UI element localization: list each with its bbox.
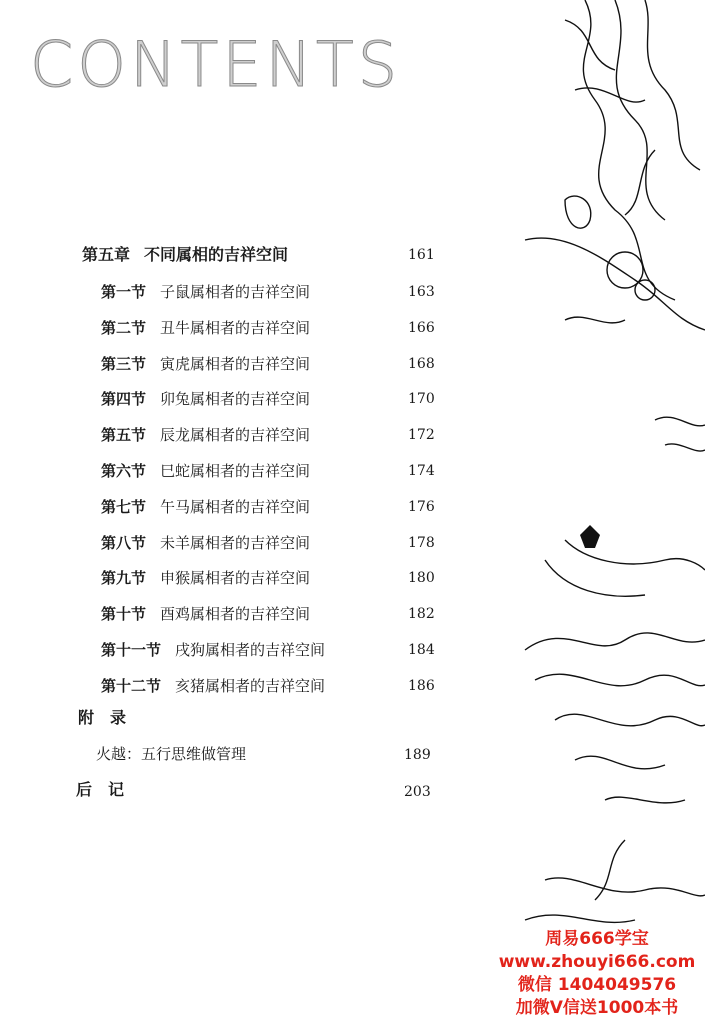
section-page: 178: [408, 535, 435, 551]
section-title: 申猴属相者的吉祥空间: [160, 569, 311, 587]
section-title: 酉鸡属相者的吉祥空间: [160, 605, 311, 623]
section-label: 第九节: [101, 569, 147, 587]
section-page: 163: [408, 284, 435, 300]
chapter-page: 161: [408, 247, 435, 263]
toc-section-row[interactable]: [101, 352, 310, 376]
section-page: 170: [408, 391, 435, 407]
toc-section-row[interactable]: [101, 531, 310, 555]
section-page: 174: [408, 463, 435, 479]
section-label: 第三节: [101, 355, 147, 373]
appendix-heading[interactable]: [78, 706, 126, 730]
watermark-line-3: 微信 1404049576: [517, 975, 677, 995]
section-label: 第一节: [101, 283, 147, 301]
section-title: 子鼠属相者的吉祥空间: [160, 283, 311, 301]
appendix-label: 附 录: [78, 708, 127, 727]
toc-section-row[interactable]: [101, 423, 310, 447]
afterword-page: 203: [404, 784, 431, 800]
afterword-label: 后 记: [76, 780, 125, 799]
section-title: 卯兔属相者的吉祥空间: [160, 390, 311, 408]
section-label: 第十一节: [101, 641, 162, 659]
chapter-title: 不同属相的吉祥空间: [144, 245, 289, 264]
chapter-heading[interactable]: [82, 243, 288, 267]
section-title: 丑牛属相者的吉祥空间: [160, 319, 311, 337]
toc-section-row[interactable]: [101, 316, 310, 340]
toc-section-row[interactable]: [101, 602, 310, 626]
section-page: 184: [408, 642, 435, 658]
appendix-page: 189: [404, 747, 431, 763]
section-page: 176: [408, 499, 435, 515]
section-title: 寅虎属相者的吉祥空间: [160, 355, 311, 373]
toc-section-row[interactable]: [101, 459, 310, 483]
section-label: 第八节: [101, 534, 147, 552]
appendix-item[interactable]: 火越：五行思维做管理: [96, 745, 247, 763]
watermark-line-4: 加微V信送1000本书: [515, 998, 679, 1018]
toc-section-row[interactable]: [101, 638, 325, 662]
section-page: 182: [408, 606, 435, 622]
toc-section-row[interactable]: [101, 566, 310, 590]
section-label: 第五节: [101, 426, 147, 444]
afterword-heading[interactable]: [76, 778, 124, 802]
section-page: 168: [408, 356, 435, 372]
watermark-line-1: 周易666学宝: [545, 929, 649, 949]
section-title: 午马属相者的吉祥空间: [160, 498, 311, 516]
section-label: 第四节: [101, 390, 147, 408]
section-page: 180: [408, 570, 435, 586]
section-label: 第二节: [101, 319, 147, 337]
section-title: 亥猪属相者的吉祥空间: [175, 677, 326, 695]
section-label: 第十二节: [101, 677, 162, 695]
toc-section-row[interactable]: [101, 495, 310, 519]
section-label: 第六节: [101, 462, 147, 480]
toc-section-row[interactable]: [101, 387, 310, 411]
watermark-line-2: www.zhouyi666.com: [498, 952, 696, 972]
section-title: 辰龙属相者的吉祥空间: [160, 426, 311, 444]
section-title: 戌狗属相者的吉祥空间: [175, 641, 326, 659]
section-page: 166: [408, 320, 435, 336]
section-title: 巳蛇属相者的吉祥空间: [160, 462, 311, 480]
contents-heading: CONTENTS: [30, 28, 402, 101]
chapter-label: 第五章: [82, 245, 131, 264]
section-page: 172: [408, 427, 435, 443]
section-label: 第十节: [101, 605, 147, 623]
watermark: [497, 928, 697, 1020]
toc-section-row[interactable]: [101, 280, 310, 304]
section-label: 第七节: [101, 498, 147, 516]
section-title: 未羊属相者的吉祥空间: [160, 534, 311, 552]
toc-section-row[interactable]: [101, 674, 325, 698]
section-page: 186: [408, 678, 435, 694]
